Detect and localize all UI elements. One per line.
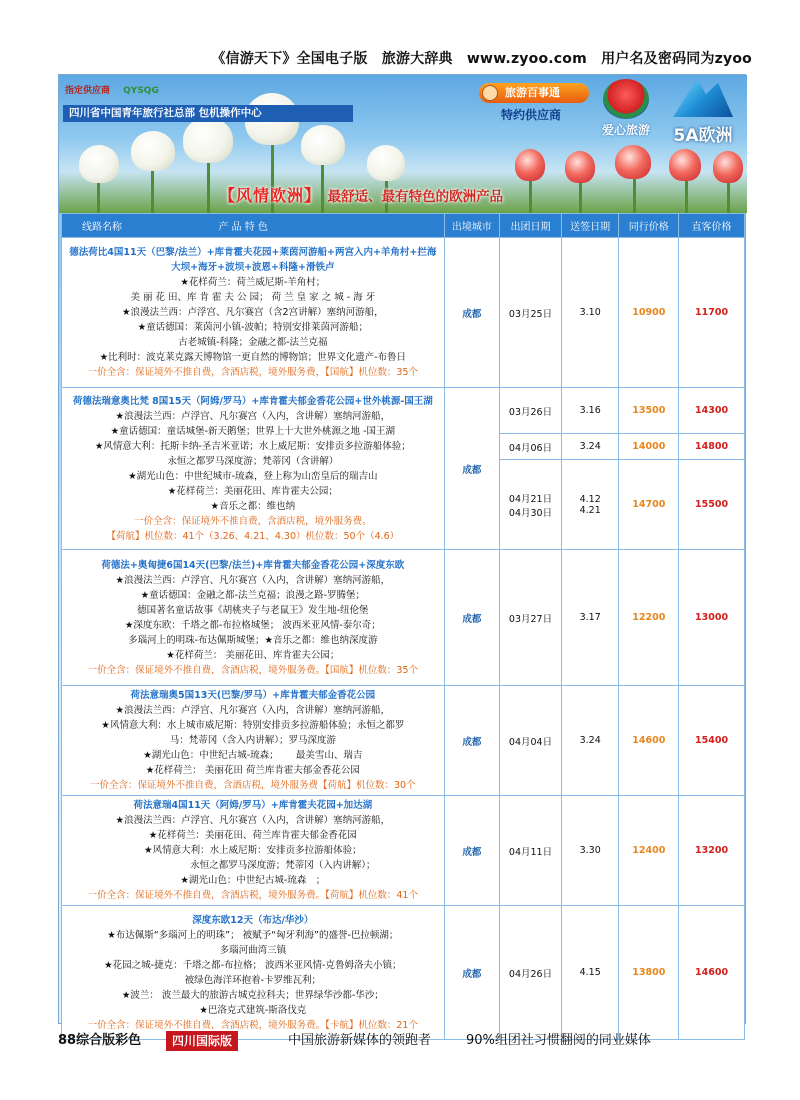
route-line: ★湖光山色：中世纪城市-琉森，登上称为山峦皇后的瑞吉山: [128, 470, 378, 482]
route-footnote: 一价全含：保证境外不推自费，含酒店税，境外服务费【荷航】机位数：30个: [90, 780, 416, 791]
depart-city: 成都: [444, 388, 500, 550]
tulip-white: [301, 125, 345, 165]
retail-price: 13000: [679, 550, 745, 686]
route-line: ★湖光山色：中世纪古城-琉森 ；: [180, 875, 326, 886]
route-footnote: 一价全含：保证境外不推自费，含酒店税，境外服务费。【卡航】机位数：21个: [87, 1019, 418, 1031]
depart-date: 04月04日: [500, 686, 562, 796]
route-feature-cell: [62, 686, 445, 796]
route-line: ★浪漫法兰西：卢浮宫、凡尔赛宫（入内，含讲解）塞纳河游船，: [115, 574, 391, 586]
route-title: 深度东欧12天（布达/华沙）: [192, 914, 314, 926]
route-line: ★风情意大利：水上城市威尼斯：特别安排贡多拉游船体验；永恒之都罗: [101, 720, 405, 731]
table-row: [62, 906, 745, 1040]
edition-badge: 四川国际版: [166, 1031, 238, 1051]
depart-city: 成都: [444, 550, 500, 686]
tulip-red: [565, 151, 595, 183]
route-line: 被绿色海洋环抱着-卡罗维瓦利；: [184, 974, 322, 986]
visa-date: 4.12: [579, 493, 601, 505]
route-line: ★童话德国：金融之都-法兰克福；浪漫之路-罗腾堡；: [140, 589, 365, 601]
table-row: [62, 686, 745, 796]
supplier-brand: QYSQG: [123, 86, 159, 96]
aixin-text: 爱心旅游: [601, 123, 650, 137]
ad-frame: [58, 74, 746, 1031]
retail-price: 13200: [679, 796, 745, 906]
route-line: ★音乐之都：维也纳: [210, 500, 296, 512]
banner: [59, 75, 747, 213]
slogan-main: 【风情欧洲】: [219, 186, 322, 205]
route-footnote: 一价全含：保证境外不推自费，含酒店税，境外服务费。: [134, 515, 372, 527]
route-line: ★风情意大利：水上威尼斯：安排贡多拉游船体验；: [144, 845, 362, 856]
route-line: 马：梵蒂冈（含入内讲解）；罗马深度游: [169, 735, 336, 746]
supplier-label: 指定供应商: [65, 86, 111, 96]
tulip-red: [669, 149, 701, 181]
table-header-row: [62, 214, 745, 238]
peer-price: 13500: [619, 388, 679, 434]
route-line: ★花样荷兰： 美丽花田 荷兰库肯霍夫郁金香花公园: [145, 765, 360, 776]
tulip-white: [367, 145, 405, 181]
tulip-red: [515, 149, 545, 181]
5a-europe-logo: [663, 79, 743, 145]
tour-table: [61, 213, 745, 1040]
peer-price: 12200: [619, 550, 679, 686]
col-header-retail-price: 直客价格: [679, 214, 745, 238]
route-footnote: 【荷航】机位数：41个（3.26、4.21、4.30）机位数：50个（4.6）: [106, 530, 400, 542]
route-feature-cell: [62, 906, 445, 1040]
route-line: ★深度东欧：千塔之都-布拉格城堡； 波西米亚风情-泰尔奇；: [124, 619, 381, 631]
route-line: 美 丽 花 田、库 肯 霍 夫 公 园； 荷 兰 皇 家 之 城 - 海 牙: [130, 292, 376, 303]
route-line: ★花样荷兰： 美丽花田、库肯霍夫公园；: [166, 649, 340, 661]
depart-date: 03月27日: [500, 550, 562, 686]
star-swoosh-icon: [673, 79, 733, 117]
depart-date: 04月06日: [500, 434, 562, 460]
route-feature-cell: [62, 388, 445, 550]
banner-slogan: [219, 183, 503, 209]
route-feature-cell: [62, 550, 445, 686]
route-feature-cell: [62, 796, 445, 906]
partner-tag: 特约供应商: [501, 108, 562, 122]
5a-text: 5A欧洲: [673, 126, 733, 146]
route-line: ★童话德国：童话城堡-新天鹅堡；世界上十大世外桃源之地 -国王湖: [110, 425, 396, 437]
col-header-route-label: 线路名称: [82, 222, 122, 233]
peer-price: 13800: [619, 906, 679, 1040]
route-title: 荷德法+奥匈捷6国14天(巴黎/法兰)+库肯霍夫郁金香花公园+深度东欧: [101, 559, 405, 571]
table-row: [62, 388, 745, 434]
depart-city: 成都: [444, 906, 500, 1040]
route-feature-cell: [62, 238, 445, 388]
footer-bar: [0, 1029, 800, 1053]
visa-date: 4.15: [561, 906, 619, 1040]
depart-date: 04月26日: [500, 906, 562, 1040]
retail-price: 14800: [679, 434, 745, 460]
route-line: ★浪漫法兰西：卢浮宫、凡尔赛宫（入内，含讲解）塞纳河游船，: [115, 705, 391, 716]
route-line: ★童话德国：莱茵河小镇-波帕；特别安排莱茵河游船；: [137, 322, 369, 333]
visa-date-cell: [561, 460, 619, 550]
route-footnote: 一价全含：保证境外不推自费，含酒店税，境外服务费。【国航】机位数：35个: [87, 664, 418, 676]
route-line: 永恒之都罗马深度游；梵蒂冈（含讲解）: [167, 455, 339, 467]
retail-price: 14300: [679, 388, 745, 434]
partner-name: 旅游百事通: [505, 86, 560, 99]
route-line: 古老城镇-科隆；金融之都-法兰克福: [178, 337, 328, 348]
col-header-city: 出境城市: [444, 214, 500, 238]
peer-price: 14600: [619, 686, 679, 796]
tulip-white: [183, 117, 233, 163]
header-banner-text: 《信游天下》全国电子版 旅游大辞典 www.zyoo.com 用户名及密码同为zyoo: [211, 51, 752, 67]
route-line: ★花样荷兰：荷兰威尼斯-羊角村；: [180, 277, 326, 288]
route-title: 荷法意瑞4国11天（阿姆/罗马）+库肯霍夫花园+加达湖: [133, 800, 373, 811]
depart-city: 成都: [444, 796, 500, 906]
peer-price: 10900: [619, 238, 679, 388]
visa-date: 3.24: [561, 686, 619, 796]
retail-price: 11700: [679, 238, 745, 388]
route-line: ★浪漫法兰西：卢浮宫、凡尔赛宫（入内，含讲解）塞纳河游船，: [115, 815, 391, 826]
slogan-sub: 最舒适、最有特色的欧洲产品: [327, 189, 504, 205]
route-footnote: 一价全含：保证境外不推自费，含酒店税，境外服务费，【国航】机位数：35个: [87, 367, 418, 378]
depart-date: 04月11日: [500, 796, 562, 906]
table-row: [62, 796, 745, 906]
col-header-visa: 送签日期: [561, 214, 619, 238]
col-header-feature-label: 产 品 特 色: [218, 222, 268, 233]
route-title: 荷法意瑞奥5国13天(巴黎/罗马）+库肯霍夫郁金香花公园: [130, 690, 376, 701]
route-line: ★巴洛克式建筑-斯洛伐克: [199, 1004, 307, 1016]
organization-title: 四川省中国青年旅行社总部 包机操作中心: [63, 105, 353, 122]
table-row: [62, 550, 745, 686]
heart-icon: [603, 79, 649, 119]
depart-date: 04月30日: [508, 507, 553, 519]
tulip-red: [615, 145, 651, 179]
footer-slogan-2: 90%组团社习惯翻阅的同业媒体: [466, 1033, 651, 1048]
footer-slogan-1: 中国旅游新媒体的领跑者: [288, 1033, 432, 1048]
route-line: ★波兰： 波兰最大的旅游古城克拉科夫；世界绿华沙都-华沙；: [121, 989, 384, 1001]
mascot-icon: [482, 85, 498, 101]
page-label: 88综合版彩色: [58, 1033, 142, 1048]
table-row: [62, 238, 745, 388]
partner-pill: [479, 83, 589, 103]
tulip-red: [713, 151, 743, 183]
aixin-logo: [594, 79, 658, 145]
visa-date: 4.21: [579, 504, 601, 516]
route-line: ★花园之城-捷克：千塔之都-布拉格； 波西米亚风情-克鲁姆洛夫小镇；: [104, 959, 402, 971]
route-title: 德法荷比4国11天（巴黎/法兰）+库肯霍夫花园+莱茵河游船+两宫入内+羊角村+拦海大坝+海牙+波坝+波恩+科隆+滑铁卢: [69, 247, 437, 273]
peer-price: 14700: [619, 460, 679, 550]
route-line: 永恒之都罗马深度游；梵蒂冈（入内讲解）；: [130, 860, 376, 871]
col-header-depart: 出团日期: [500, 214, 562, 238]
route-line: 多瑙河曲湾三镇: [219, 944, 287, 956]
depart-city: 成都: [444, 238, 500, 388]
visa-date: 3.16: [561, 388, 619, 434]
col-header-peer-price: 同行价格: [619, 214, 679, 238]
depart-date: 03月26日: [500, 388, 562, 434]
route-line: ★比利时：波克莱克露天博物馆一更自然的博物馆；世界文化遗产-布鲁日: [99, 352, 407, 363]
depart-date-cell: [500, 460, 562, 550]
route-line: ★花样荷兰：美丽花田、荷兰库肯霍夫郁金香花园: [148, 830, 357, 841]
peer-price: 14000: [619, 434, 679, 460]
route-line: 多瑙河上的明珠-布达佩斯城堡；★音乐之都：维也纳深度游: [128, 634, 378, 646]
tulip-white: [131, 131, 175, 171]
visa-date: 3.10: [561, 238, 619, 388]
route-line: ★花样荷兰：美丽花田、库肯霍夫公园；: [167, 485, 338, 497]
route-line: ★浪漫法兰西：卢浮宫、凡尔赛宫（入内，含讲解）塞纳河游船，: [115, 410, 391, 422]
col-header-route: [62, 214, 445, 238]
depart-date: 03月25日: [500, 238, 562, 388]
depart-date: 04月21日: [508, 493, 553, 505]
supplier-logo: [65, 83, 159, 96]
visa-date: 3.24: [561, 434, 619, 460]
peer-price: 12400: [619, 796, 679, 906]
route-line: ★布达佩斯“多瑙河上的明珠”； 被赋予“匈牙利海”的盛誉-巴拉顿湖；: [107, 929, 399, 941]
route-title: 荷德法瑞意奥比梵 8国15天（阿姆/罗马）+库肯霍夫郁金香花公园+世外桃源-国王湖: [72, 395, 433, 407]
retail-price: 15400: [679, 686, 745, 796]
visa-date: 3.17: [561, 550, 619, 686]
route-line: ★湖光山色：中世纪古城-琉森； 最美雪山、瑞吉: [143, 750, 363, 761]
depart-city: 成都: [444, 686, 500, 796]
retail-price: 14600: [679, 906, 745, 1040]
retail-price: 15500: [679, 460, 745, 550]
route-line: ★风情意大利：托斯卡纳-圣吉米亚诺；水上威尼斯：安排贡多拉游船体验；: [94, 440, 411, 452]
route-footnote: 一价全含：保证境外不推自费，含酒店税，境外服务费。【荷航】机位数：41个: [87, 890, 418, 901]
visa-date: 3.30: [561, 796, 619, 906]
route-line: ★浪漫法兰西：卢浮宫、凡尔赛宫（含2宫讲解）塞纳河游船，: [122, 307, 384, 318]
tulip-white: [79, 145, 119, 183]
route-line: 德国著名童话故事《胡桃夹子与老鼠王》发生地-纽伦堡: [137, 604, 369, 616]
partner-logo: [479, 83, 589, 125]
